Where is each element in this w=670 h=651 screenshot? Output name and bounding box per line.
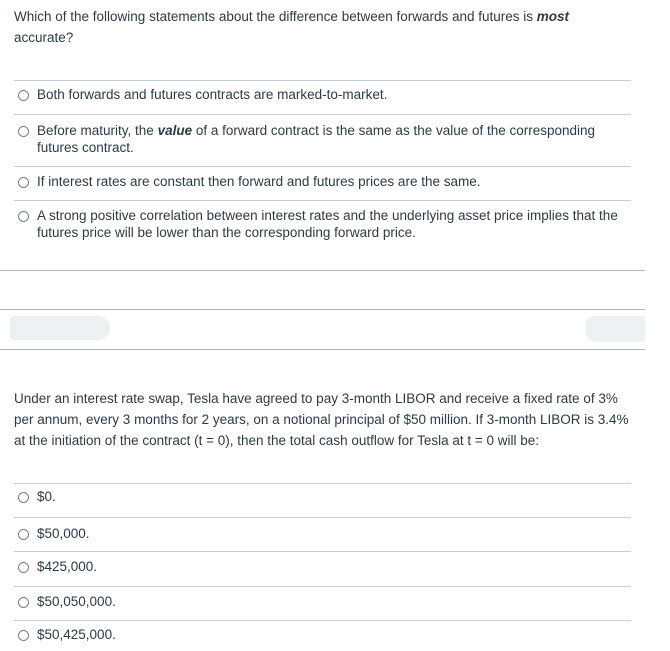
radio-button[interactable] — [18, 492, 29, 503]
divider — [14, 586, 631, 587]
redacted-area — [10, 316, 110, 340]
redacted-area — [585, 316, 645, 342]
q2-option-4[interactable]: $50,050,000. — [18, 593, 628, 610]
radio-button[interactable] — [18, 177, 29, 188]
q1-option-2[interactable]: Before maturity, the value of a forward contract is the same as the value of the corresponding futures contract. — [18, 122, 628, 156]
divider — [14, 483, 631, 484]
divider — [14, 620, 631, 621]
q2-option-3[interactable]: $425,000. — [18, 558, 628, 575]
q1-option-1[interactable]: Both forwards and futures contracts are marked-to-market. — [18, 86, 628, 103]
question-separator — [0, 270, 645, 271]
divider — [14, 200, 631, 201]
divider — [14, 114, 631, 115]
radio-button[interactable] — [18, 90, 29, 101]
radio-button[interactable] — [18, 211, 29, 222]
radio-button[interactable] — [18, 597, 29, 608]
question-separator — [0, 349, 645, 350]
q1-option-3[interactable]: If interest rates are constant then forward and futures prices are the same. — [18, 173, 628, 190]
divider — [14, 517, 631, 518]
question-1-text: Which of the following statements about the difference between forwards and futures is most accurate? — [14, 9, 570, 45]
divider — [14, 166, 631, 167]
radio-button[interactable] — [18, 126, 29, 137]
question-2-text: Under an interest rate swap, Tesla have agreed to pay 3-month LIBOR and receive a fixed rate of 3% per annum, every 3 months for 2 years, on a notional principal of $50 million. If 3-month LIBOR is 3.4% at the initiation of the contract (t = 0), then the total cash outflow for Tesla at t = 0 will be: — [14, 391, 629, 448]
q2-option-2[interactable]: $50,000. — [18, 525, 628, 542]
radio-button[interactable] — [18, 562, 29, 573]
divider — [14, 80, 631, 81]
divider — [14, 551, 631, 552]
radio-button[interactable] — [18, 529, 29, 540]
q2-option-1[interactable]: $0. — [18, 488, 628, 505]
q2-option-5[interactable]: $50,425,000. — [18, 626, 628, 643]
q1-option-4[interactable]: A strong positive correlation between interest rates and the underlying asset price implies that the futures price will be lower than the corresponding forward price. — [18, 207, 628, 241]
radio-button[interactable] — [18, 630, 29, 641]
question-separator — [0, 309, 645, 310]
